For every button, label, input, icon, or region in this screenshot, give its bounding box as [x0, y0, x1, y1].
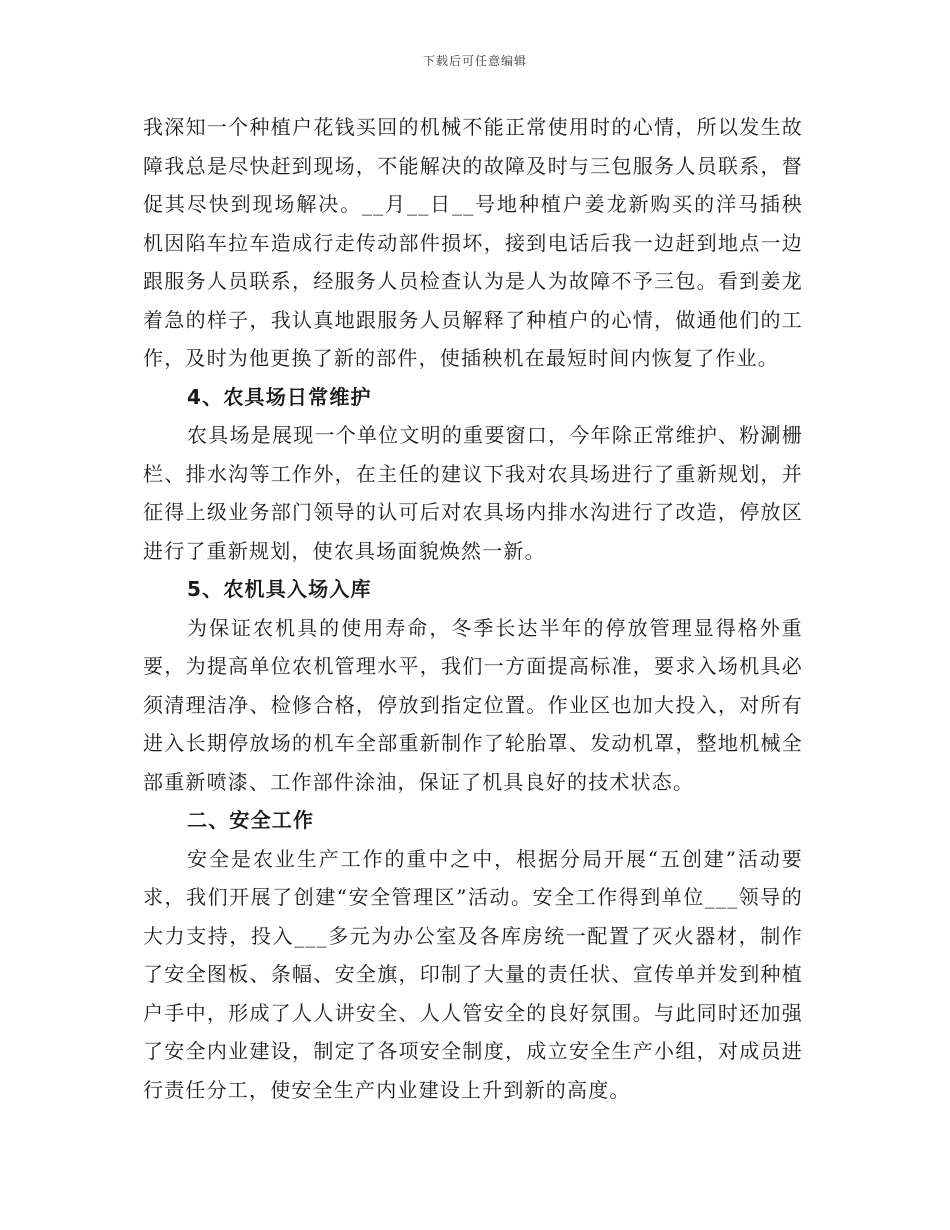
paragraph-repair-service: 我深知一个种植户花钱买回的机械不能正常使用时的心情，所以发生故障我总是尽快赶到现场，不能解决的故障及时与三包服务人员联系，督促其尽快到现场解决。__月__日__号地种植户姜龙新购买的洋马插秧机因陷车拉车造成行走传动部件损坏，接到电话后我一边赶到地点一边跟服务人员联系，经服务人员检查认为是人为故障不予三包。看到姜龙着急的样子，我认真地跟服务人员解释了种植户的心情，做通他们的工作，及时为他更换了新的部件，使插秧机在最短时间内恢复了作业。: [143, 115, 803, 370]
paragraph-yard-maintenance: 农具场是展现一个单位文明的重要窗口，今年除正常维护、粉涮栅栏、排水沟等工作外，在主任的建议下我对农具场进行了重新规划，并征得上级业务部门领导的认可后对农具场内排水沟进行了改造，停放区进行了重新规划，使农具场面貌焕然一新。: [143, 423, 803, 563]
paragraph-machinery-storage: 为保证农机具的使用寿命，冬季长达半年的停放管理显得格外重要，为提高单位农机管理水平，我们一方面提高标准，要求入场机具必须清理洁净、检修合格，停放到指定位置。作业区也加大投入，对所有进入长期停放场的机车全部重新制作了轮胎罩、发动机罩，整地机械全部重新喷漆、工作部件涂油，保证了机具良好的技术状态。: [143, 615, 803, 794]
section-heading-machinery-storage: 5、农机具入场入库: [187, 577, 372, 601]
section-heading-yard-maintenance: 4、农具场日常维护: [187, 384, 372, 409]
paragraph-safety-work: 安全是农业生产工作的重中之中，根据分局开展“五创建”活动要求，我们开展了创建“安全管理区”活动。安全工作得到单位___领导的大力支持，投入___多元为办公室及各库房统一配置了灭火器材，制作了安全图板、条幅、安全旗，印制了大量的责任状、宣传单并发到种植户手中，形成了人人讲安全、人人管安全的良好氛围。与此同时还加强了安全内业建设，制定了各项安全制度，成立安全生产小组，对成员进行责任分工，使安全生产内业建设上升到新的高度。: [143, 846, 803, 1102]
document-body: [143, 108, 803, 1109]
section-heading-safety-work: 二、安全工作: [187, 808, 315, 832]
page-header: 下载后可任意编辑: [422, 54, 527, 68]
